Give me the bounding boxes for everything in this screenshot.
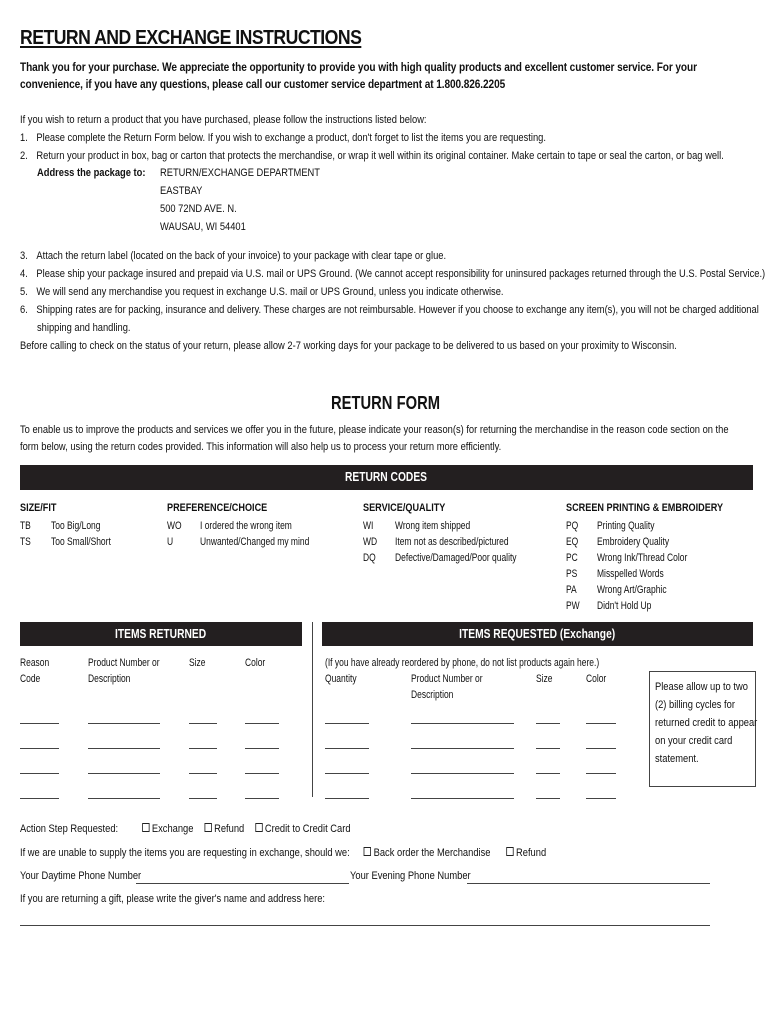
return-code-description: I ordered the wrong item [200, 520, 292, 532]
address-line: EASTBAY [160, 185, 203, 197]
step-1: 1. Please complete the Return Form below. If you wish to exchange a product, don't forget to list the items you are requesting. [20, 132, 546, 144]
step-2: 2. Return your product in box, bag or carton that protects the merchandise, or wrap it well within its original container. Make certain to tape or seal the carton, or bag well. [20, 150, 724, 162]
col-size-requested: Size [536, 673, 553, 685]
requested-item-field[interactable] [411, 798, 514, 799]
col-size-returned: Size [189, 657, 206, 669]
step-3: 3. Attach the return label (located on the back of your invoice) to your package with clear tape or glue. [20, 250, 447, 262]
address-line: RETURN/EXCHANGE DEPARTMENT [160, 167, 321, 179]
refund-option: Refund [214, 823, 245, 835]
returned-item-field[interactable] [189, 773, 217, 774]
instructions-lead: If you wish to return a product that you have purchased, please follow the instructions listed below: [20, 114, 427, 126]
credit-option: Credit to Credit Card [264, 823, 351, 835]
return-code: DQ [363, 552, 376, 564]
gift-label: If you are returning a gift, please write the giver's name and address here: [20, 893, 326, 905]
gift-address-field[interactable] [20, 925, 710, 926]
requested-item-field[interactable] [411, 723, 514, 724]
code-header-preference: PREFERENCE/CHOICE [167, 502, 268, 514]
returned-item-field[interactable] [88, 748, 160, 749]
returned-item-field[interactable] [245, 723, 279, 724]
col-product-returned: Product Number or Description [88, 657, 160, 685]
requested-item-field[interactable] [325, 798, 369, 799]
col-reason-code: Reason Code [20, 657, 50, 685]
col-product-requested: Product Number or Description [411, 673, 483, 701]
returned-item-field[interactable] [189, 798, 217, 799]
refund-unable-option: Refund [516, 847, 547, 859]
credit-checkbox[interactable] [255, 823, 262, 832]
billing-note: Please allow up to two (2) billing cycles for returned credit to appear on your credit card statement. [649, 671, 756, 787]
requested-item-field[interactable] [536, 723, 560, 724]
return-code: TS [20, 536, 31, 548]
returned-item-field[interactable] [245, 748, 279, 749]
requested-item-field[interactable] [536, 773, 560, 774]
col-quantity: Quantity [325, 673, 357, 685]
returned-item-field[interactable] [189, 748, 217, 749]
requested-item-field[interactable] [586, 798, 616, 799]
backorder-checkbox[interactable] [364, 847, 371, 856]
exchange-option: Exchange [151, 823, 194, 835]
return-code: WO [167, 520, 182, 532]
unable-label: If we are unable to supply the items you are requesting in exchange, should we: [20, 847, 350, 859]
requested-item-field[interactable] [325, 748, 369, 749]
intro-text: Thank you for your purchase. We appreciate the opportunity to provide you with high quality products and excellent customer service. For your convenience, if you have any questions, please call our customer service department at 1.800.826.2205 [20, 61, 697, 91]
return-code-description: Item not as described/pictured [395, 536, 509, 548]
daytime-phone-label: Your Daytime Phone Number [20, 870, 142, 882]
return-code-description: Defective/Damaged/Poor quality [395, 552, 517, 564]
returned-item-field[interactable] [88, 723, 160, 724]
return-code-description: Too Small/Short [51, 536, 111, 548]
return-code: TB [20, 520, 31, 532]
return-code: WI [363, 520, 374, 532]
return-code-description: Too Big/Long [51, 520, 101, 532]
action-step-row [20, 823, 351, 835]
step-6-continued: shipping and handling. [37, 322, 131, 334]
return-code-description: Wrong Ink/Thread Color [597, 552, 688, 564]
returned-item-field[interactable] [88, 798, 160, 799]
refund-checkbox[interactable] [204, 823, 211, 832]
return-code: WD [363, 536, 378, 548]
returned-item-field[interactable] [245, 798, 279, 799]
returned-item-field[interactable] [88, 773, 160, 774]
evening-phone-label: Your Evening Phone Number [350, 870, 471, 882]
address-label: Address the package to: [37, 167, 146, 179]
page-title: RETURN AND EXCHANGE INSTRUCTIONS [20, 26, 362, 49]
return-form-intro: To enable us to improve the products and services we offer you in the future, please indicate your reason(s) for returning the merchandise in the reason code section on the form below, using the return codes provided. This information will also help us to process your return more efficiently. [20, 424, 729, 453]
column-divider [312, 622, 313, 797]
return-code-description: Misspelled Words [597, 568, 664, 580]
return-code: PQ [566, 520, 579, 532]
requested-item-field[interactable] [536, 748, 560, 749]
col-color-returned: Color [245, 657, 266, 669]
exchange-checkbox[interactable] [142, 823, 149, 832]
address-line: WAUSAU, WI 54401 [160, 221, 246, 233]
code-header-size-fit: SIZE/FIT [20, 502, 57, 514]
return-code-description: Wrong item shipped [395, 520, 471, 532]
step-4: 4. Please ship your package insured and prepaid via U.S. mail or UPS Ground. (We cannot accept responsibility for uninsured packages returned through the U.S. Postal Service.) [20, 268, 766, 280]
returned-item-field[interactable] [189, 723, 217, 724]
requested-item-field[interactable] [536, 798, 560, 799]
returned-item-field[interactable] [20, 748, 59, 749]
action-step-label: Action Step Requested: [20, 823, 119, 835]
daytime-phone-field[interactable] [136, 883, 349, 884]
return-code: EQ [566, 536, 579, 548]
requested-item-field[interactable] [411, 773, 514, 774]
evening-phone-field[interactable] [467, 883, 710, 884]
return-code: PC [566, 552, 578, 564]
returned-item-field[interactable] [20, 773, 59, 774]
requested-item-field[interactable] [411, 748, 514, 749]
return-form-title: RETURN FORM [330, 393, 440, 413]
return-code: U [167, 536, 174, 548]
return-code: PS [566, 568, 578, 580]
requested-item-field[interactable] [586, 773, 616, 774]
step-5: 5. We will send any merchandise you request in exchange U.S. mail or UPS Ground, unless you indicate otherwise. [20, 286, 504, 298]
returned-item-field[interactable] [245, 773, 279, 774]
items-requested-bar: ITEMS REQUESTED (Exchange) [322, 622, 753, 646]
code-header-screen-printing: SCREEN PRINTING & EMBROIDERY [566, 502, 724, 514]
return-code-description: Printing Quality [597, 520, 655, 532]
code-header-service: SERVICE/QUALITY [363, 502, 446, 514]
requested-item-field[interactable] [586, 748, 616, 749]
return-code-description: Didn't Hold Up [597, 600, 652, 612]
step-6: 6. Shipping rates are for packing, insurance and delivery. These charges are not reimbursable. However if you choose to exchange any item(s), you will not be charged additional [20, 304, 759, 316]
return-code: PW [566, 600, 580, 612]
return-codes-bar: RETURN CODES [20, 465, 753, 490]
requested-item-field[interactable] [325, 773, 369, 774]
unable-row [20, 847, 546, 859]
requested-item-field[interactable] [325, 723, 369, 724]
closing-text: Before calling to check on the status of your return, please allow 2-7 working days for your package to be delivered to us based on your proximity to Wisconsin. [20, 340, 677, 352]
returned-item-field[interactable] [20, 798, 59, 799]
requested-item-field[interactable] [586, 723, 616, 724]
return-code: PA [566, 584, 577, 596]
requested-note: (If you have already reordered by phone, do not list products again here.) [325, 657, 600, 669]
refund-unable-checkbox[interactable] [506, 847, 513, 856]
returned-item-field[interactable] [20, 723, 59, 724]
return-code-description: Wrong Art/Graphic [597, 584, 667, 596]
return-code-description: Embroidery Quality [597, 536, 670, 548]
return-code-description: Unwanted/Changed my mind [200, 536, 310, 548]
items-returned-bar: ITEMS RETURNED [20, 622, 302, 646]
address-line: 500 72ND AVE. N. [160, 203, 237, 215]
col-color-requested: Color [586, 673, 607, 685]
backorder-option: Back order the Merchandise [373, 847, 491, 859]
